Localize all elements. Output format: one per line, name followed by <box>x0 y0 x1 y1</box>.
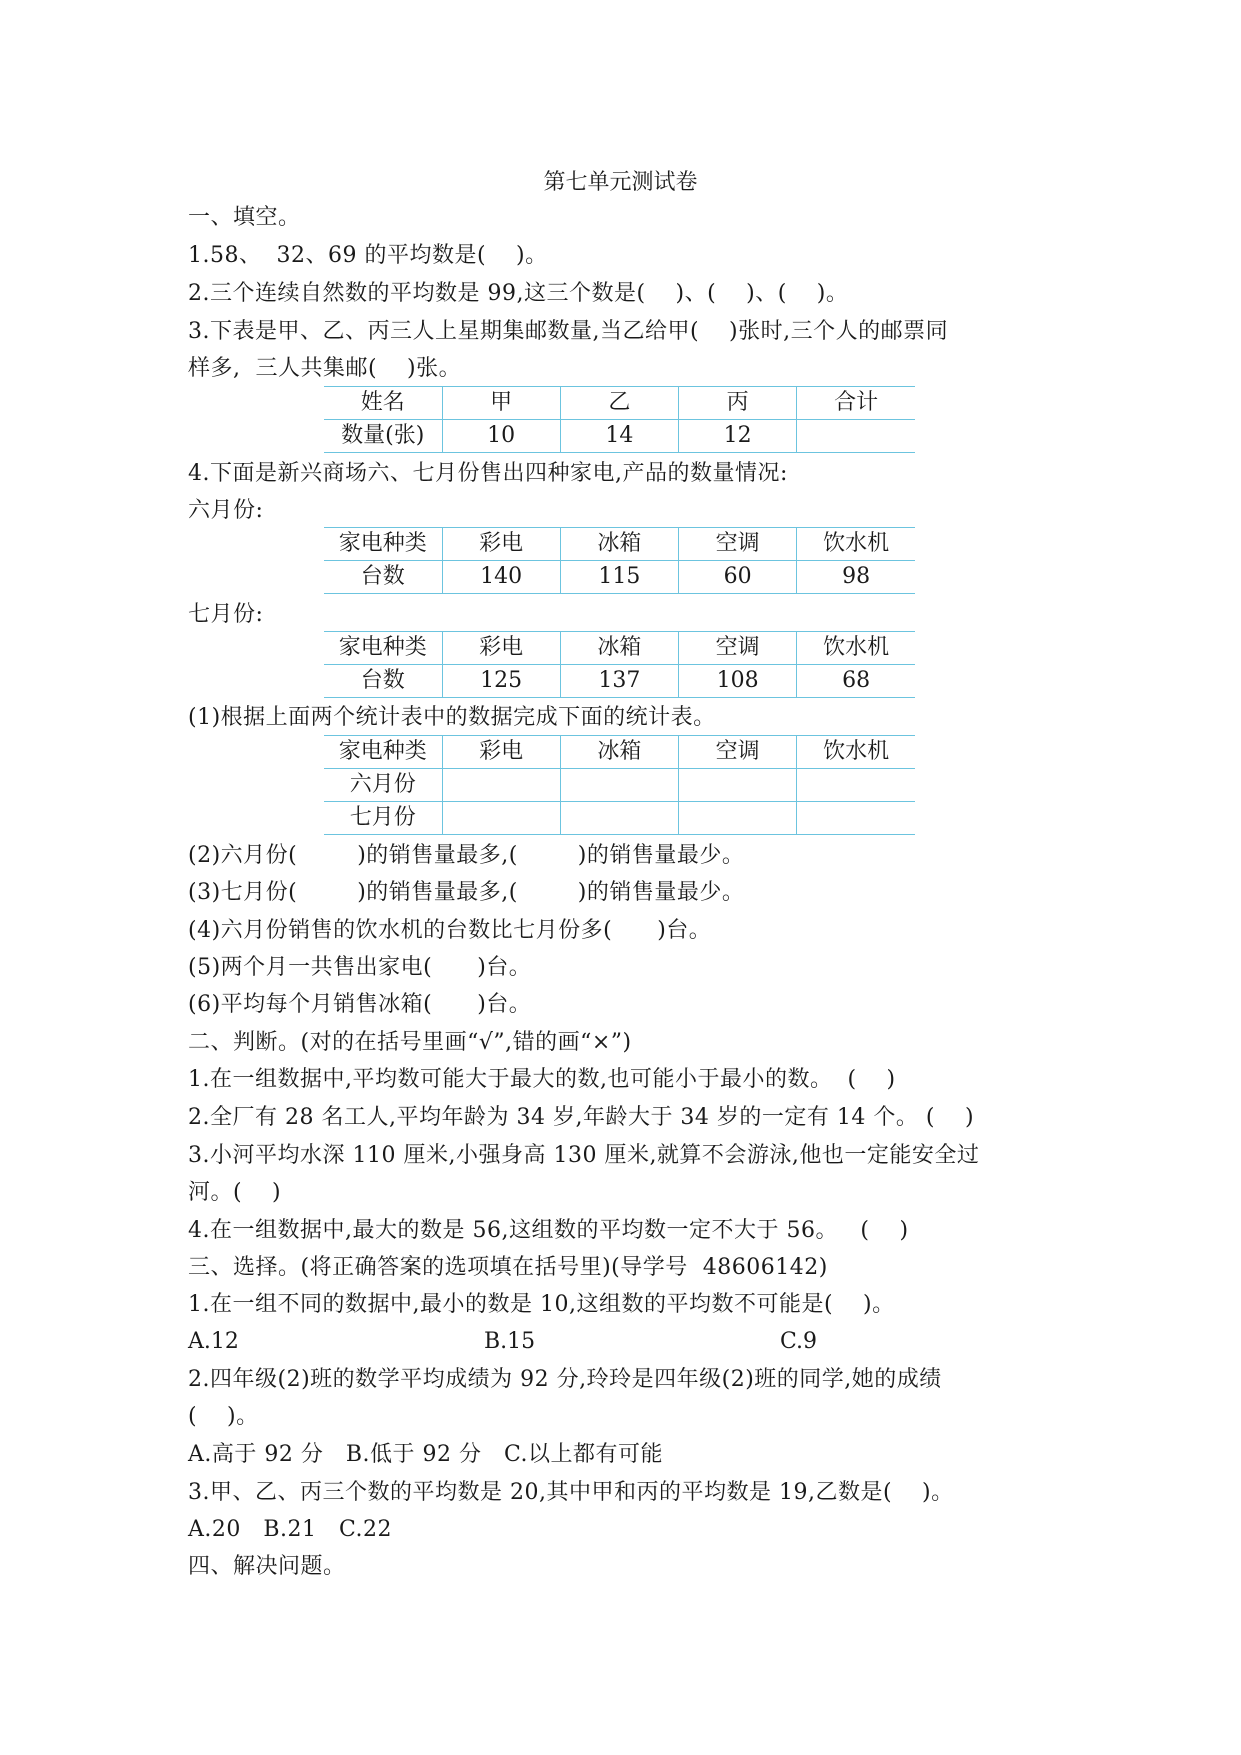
table-cell: 台数 <box>324 665 442 698</box>
june-table <box>324 527 915 594</box>
table-row <box>324 561 915 594</box>
table-cell: 家电种类 <box>324 736 442 769</box>
section-3-heading: 三、选择。(将正确答案的选项填在括号里)(导学号 48606142) <box>188 1255 828 1280</box>
table-cell: 冰箱 <box>560 632 678 665</box>
july-label: 七月份: <box>188 602 264 627</box>
choice-question-1: 1.在一组不同的数据中,最小的数是 10,这组数的平均数不可能是( )。 <box>188 1292 895 1317</box>
sub-question-6: (6)平均每个月销售冰箱( )台。 <box>188 992 532 1017</box>
choice-question-2-line-1: 2.四年级(2)班的数学平均成绩为 92 分,玲玲是四年级(2)班的同学,她的成绩 <box>188 1367 942 1392</box>
judge-question-4: 4.在一组数据中,最大的数是 56,这组数的平均数一定不大于 56。 ( ) <box>188 1218 909 1243</box>
table-cell: 七月份 <box>324 802 442 835</box>
table-cell: 彩电 <box>442 736 560 769</box>
table-cell: 数量(张) <box>324 420 442 453</box>
fill-question-3-line-2: 样多, 三人共集邮( )张。 <box>188 356 462 381</box>
table-cell: 饮水机 <box>797 736 915 769</box>
choice-option-a: A.12 <box>188 1329 239 1354</box>
choice-option-b: B.15 <box>484 1329 536 1354</box>
section-4-heading: 四、解决问题。 <box>188 1554 346 1579</box>
table-cell: 12 <box>679 420 797 453</box>
table-cell: 台数 <box>324 561 442 594</box>
choice-option-c: C.9 <box>780 1329 818 1354</box>
table-cell: 空调 <box>679 736 797 769</box>
table-cell <box>560 769 678 802</box>
judge-question-2: 2.全厂有 28 名工人,平均年龄为 34 岁,年龄大于 34 岁的一定有 14 个。 ( ) <box>188 1105 975 1130</box>
summary-table <box>324 735 915 835</box>
table-cell: 家电种类 <box>324 632 442 665</box>
fill-question-1: 1.58、 32、69 的平均数是( )。 <box>188 243 548 268</box>
section-2-heading: 二、判断。(对的在括号里画“√”,错的画“×”) <box>188 1030 632 1055</box>
table-cell: 60 <box>679 561 797 594</box>
july-table <box>324 631 915 698</box>
sub-question-5: (5)两个月一共售出家电( )台。 <box>188 955 532 980</box>
table-cell <box>797 420 915 453</box>
judge-question-3-line-1: 3.小河平均水深 110 厘米,小强身高 130 厘米,就算不会游泳,他也一定能安全过 <box>188 1143 980 1168</box>
table-cell: 家电种类 <box>324 528 442 561</box>
table-cell: 68 <box>797 665 915 698</box>
table-cell: 140 <box>442 561 560 594</box>
sub-question-2: (2)六月份( )的销售量最多,( )的销售量最少。 <box>188 843 745 868</box>
table-cell: 115 <box>560 561 678 594</box>
table-cell: 饮水机 <box>797 528 915 561</box>
table-row <box>324 420 915 453</box>
table-row <box>324 665 915 698</box>
choice-question-2-options: A.高于 92 分 B.低于 92 分 C.以上都有可能 <box>188 1442 664 1467</box>
table-cell <box>679 769 797 802</box>
table-cell: 冰箱 <box>560 736 678 769</box>
table-cell: 125 <box>442 665 560 698</box>
table-cell: 彩电 <box>442 632 560 665</box>
table-header-row <box>324 387 915 420</box>
table-row <box>324 802 915 835</box>
stamp-table <box>324 386 915 453</box>
table-cell: 饮水机 <box>797 632 915 665</box>
table-cell: 冰箱 <box>560 528 678 561</box>
table-cell: 空调 <box>679 632 797 665</box>
table-cell: 乙 <box>560 387 678 420</box>
table-header-row <box>324 632 915 665</box>
table-cell: 108 <box>679 665 797 698</box>
table-cell: 98 <box>797 561 915 594</box>
page-title: 第七单元测试卷 <box>543 170 698 195</box>
judge-question-3-line-2: 河。( ) <box>188 1180 282 1205</box>
table-row <box>324 769 915 802</box>
table-cell: 空调 <box>679 528 797 561</box>
choice-question-2-line-2: ( )。 <box>188 1404 259 1429</box>
table-cell <box>797 802 915 835</box>
table-cell <box>442 802 560 835</box>
judge-question-1: 1.在一组数据中,平均数可能大于最大的数,也可能小于最小的数。 ( ) <box>188 1067 896 1092</box>
table-cell <box>442 769 560 802</box>
choice-question-3: 3.甲、乙、丙三个数的平均数是 20,其中甲和丙的平均数是 19,乙数是( )。 <box>188 1480 954 1505</box>
section-1-heading: 一、填空。 <box>188 205 301 230</box>
table-header-row <box>324 528 915 561</box>
table-cell: 甲 <box>442 387 560 420</box>
table-cell: 丙 <box>679 387 797 420</box>
table-cell <box>560 802 678 835</box>
sub-question-1: (1)根据上面两个统计表中的数据完成下面的统计表。 <box>188 705 716 730</box>
table-cell: 彩电 <box>442 528 560 561</box>
table-cell <box>797 769 915 802</box>
fill-question-4-intro: 4.下面是新兴商场六、七月份售出四种家电,产品的数量情况: <box>188 461 788 486</box>
table-cell: 合计 <box>797 387 915 420</box>
fill-question-3-line-1: 3.下表是甲、乙、丙三人上星期集邮数量,当乙给甲( )张时,三个人的邮票同 <box>188 319 949 344</box>
table-cell: 10 <box>442 420 560 453</box>
table-cell: 14 <box>560 420 678 453</box>
table-header-row <box>324 736 915 769</box>
sub-question-3: (3)七月份( )的销售量最多,( )的销售量最少。 <box>188 880 745 905</box>
table-cell: 137 <box>560 665 678 698</box>
fill-question-2: 2.三个连续自然数的平均数是 99,这三个数是( )、( )、( )。 <box>188 281 849 306</box>
table-cell <box>679 802 797 835</box>
june-label: 六月份: <box>188 498 264 523</box>
choice-question-3-options: A.20 B.21 C.22 <box>188 1517 393 1542</box>
table-cell: 姓名 <box>324 387 442 420</box>
sub-question-4: (4)六月份销售的饮水机的台数比七月份多( )台。 <box>188 918 712 943</box>
table-cell: 六月份 <box>324 769 442 802</box>
